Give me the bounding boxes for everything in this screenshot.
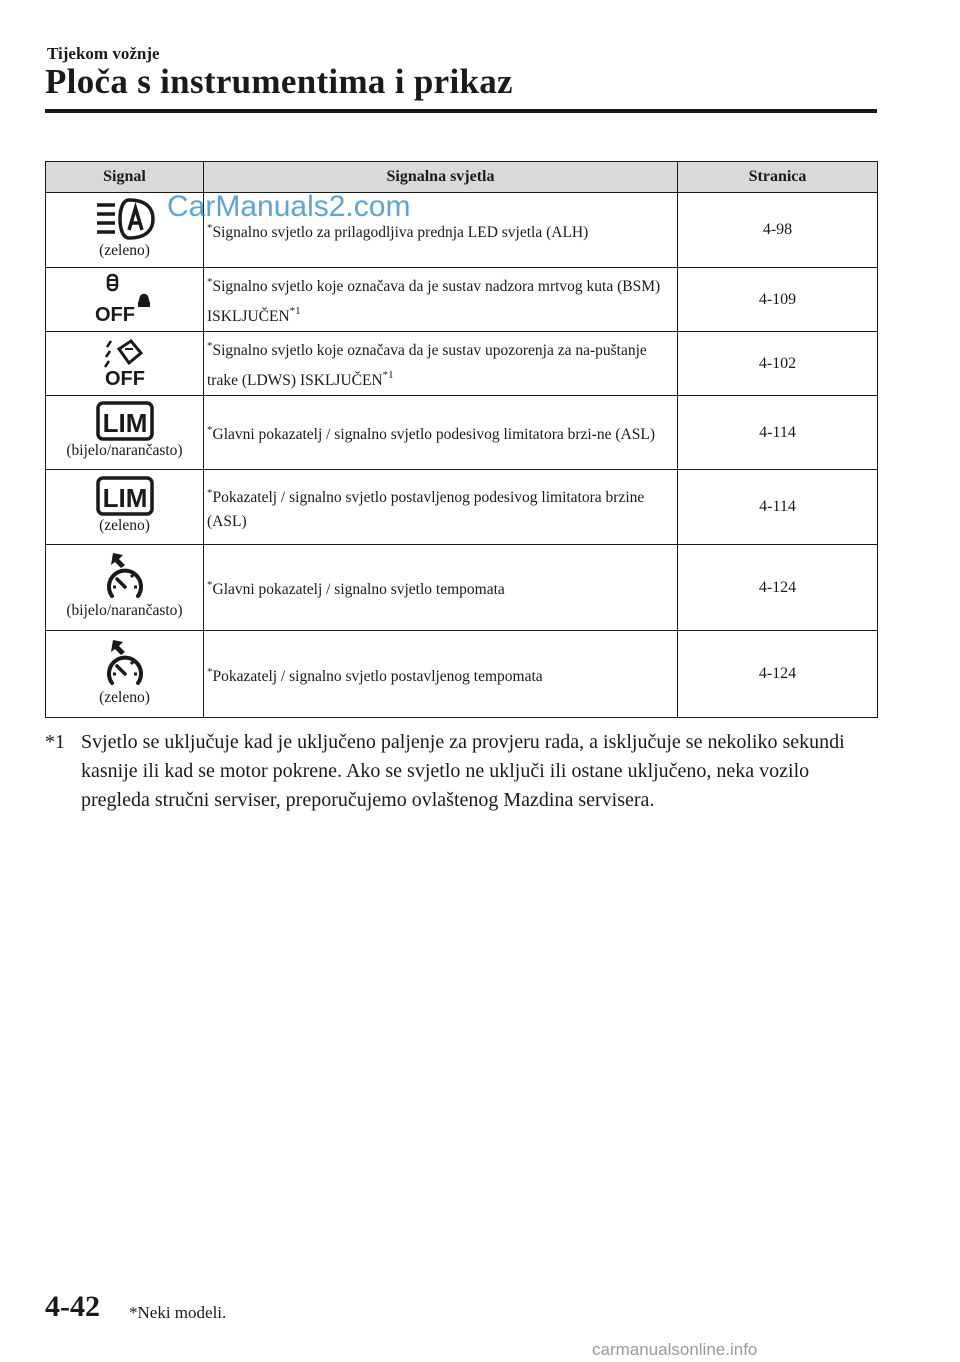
- signal-cell: [46, 268, 204, 332]
- signal-cell: [46, 332, 204, 396]
- svg-text:OFF: OFF: [94, 303, 135, 323]
- description-cell: *Signalno svjetlo koje označava da je sustav nadzora mrtvog kuta (BSM) ISKLJUČEN$^{*1}$: [204, 268, 678, 332]
- svg-text:LIM: LIM: [102, 482, 147, 513]
- bsm-off-icon: [95, 273, 155, 323]
- title-rule: [45, 109, 877, 113]
- table-row: [46, 470, 878, 545]
- svg-text:LIM: LIM: [102, 408, 147, 438]
- indicator-color: (zeleno): [99, 516, 150, 534]
- table-row: [46, 631, 878, 718]
- svg-text:OFF: OFF: [104, 367, 145, 387]
- description-cell: *Signalno svjetlo koje označava da je sustav upozorenja za na-puštanje trake (LDWS) ISKLJUČEN$^{*1}$: [204, 332, 678, 396]
- table-row: [46, 396, 878, 470]
- cruise-control-icon: [103, 551, 147, 601]
- page-cell: 4-98: [678, 193, 878, 268]
- description-cell: *Pokazatelj / signalno svjetlo postavljenog podesivog limitatora brzine (ASL): [204, 470, 678, 545]
- section-name: Tijekom vožnje: [47, 44, 160, 63]
- description-cell: *Glavni pokazatelj / signalno svjetlo podesivog limitatora brzi-ne (ASL): [204, 396, 678, 470]
- ldws-off-icon: [103, 337, 147, 387]
- footnote-text: Svjetlo se uključuje kad je uključeno paljenje za provjeru rada, a isključuje se nekoliko sekundi kasnije ili kad se motor pokrene. Ako se svjetlo ne uključi ili ostane uključeno, neka vozilo pregleda stručni serviser, preporučujemo ovlaštenog Mazdina servisera.: [81, 731, 845, 811]
- page-title: Ploča s instrumentima i prikaz: [45, 62, 513, 101]
- watermark-logo: CarManuals2.com: [167, 190, 411, 223]
- page-cell: 4-109: [678, 268, 878, 332]
- page-cell: 4-114: [678, 470, 878, 545]
- header-signal-lights: Signalna svjetla: [204, 162, 678, 193]
- footnote-mark: *1: [45, 731, 65, 753]
- description-cell: *Signalno svjetlo za prilagodljiva prednja LED svjetla (ALH): [204, 193, 678, 268]
- indicator-color: (zeleno): [99, 688, 150, 706]
- footnote: [45, 728, 880, 815]
- indicator-color: (bijelo/narančasto): [66, 442, 183, 459]
- table-row: [46, 332, 878, 396]
- page-cell: 4-124: [678, 631, 878, 718]
- header-signal: Signal: [46, 162, 204, 193]
- table-header-row: [46, 162, 878, 193]
- page-cell: 4-124: [678, 545, 878, 631]
- adaptive-led-headlight-icon: [95, 197, 155, 241]
- page-number: 4-42: [45, 1290, 100, 1323]
- footer-note: *Neki modeli.: [129, 1303, 227, 1322]
- site-watermark: carmanualsonline.info: [592, 1340, 758, 1359]
- page-cell: 4-102: [678, 332, 878, 396]
- signal-cell: [46, 631, 204, 718]
- indicator-color: (zeleno): [99, 241, 150, 259]
- lim-icon: [96, 401, 154, 441]
- lim-icon: [96, 476, 154, 516]
- cruise-control-icon: [103, 638, 147, 688]
- table-row: [46, 268, 878, 332]
- page-cell: 4-114: [678, 396, 878, 470]
- signal-table: [45, 161, 878, 718]
- description-cell: *Pokazatelj / signalno svjetlo postavljenog tempomata: [204, 631, 678, 718]
- header-page: Stranica: [678, 162, 878, 193]
- signal-cell: [46, 545, 204, 631]
- indicator-color: (bijelo/narančasto): [66, 602, 183, 619]
- signal-cell: [46, 396, 204, 470]
- signal-cell: [46, 470, 204, 545]
- description-cell: *Glavni pokazatelj / signalno svjetlo tempomata: [204, 545, 678, 631]
- table-row: [46, 545, 878, 631]
